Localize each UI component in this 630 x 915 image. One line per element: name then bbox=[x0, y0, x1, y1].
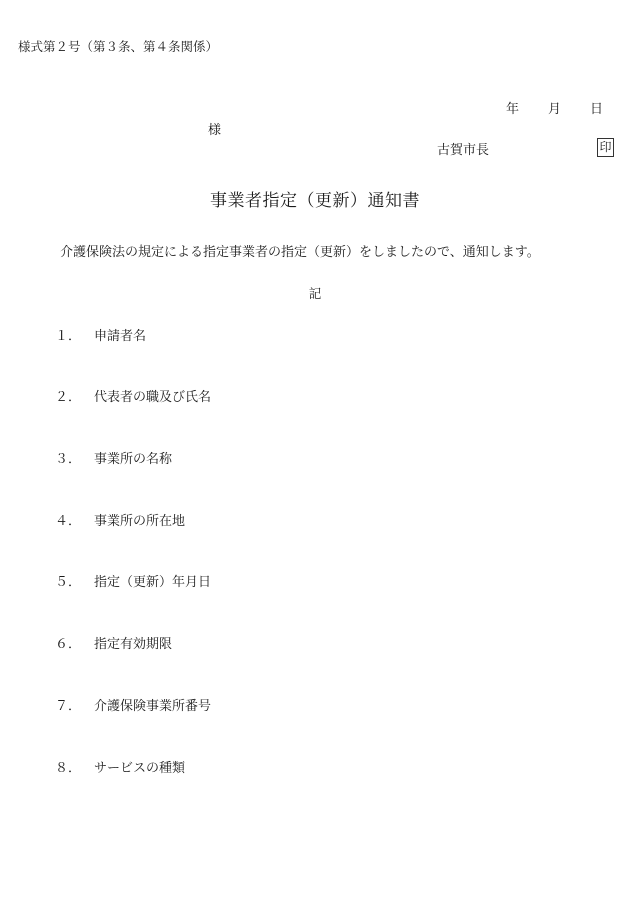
recipient-honorific: 様 bbox=[208, 123, 222, 138]
item-label-representative: 代表者の職及び氏名 bbox=[94, 390, 212, 405]
item-number: ７． bbox=[55, 699, 82, 714]
date-month-label: 月 bbox=[548, 102, 562, 117]
document-title: 事業者指定（更新）通知書 bbox=[210, 191, 420, 211]
item-label-office-address: 事業所の所在地 bbox=[94, 514, 186, 529]
date-year-label: 年 bbox=[506, 102, 520, 117]
item-label-applicant-name: 申請者名 bbox=[94, 329, 147, 344]
list-item bbox=[55, 325, 146, 344]
date-day-label: 日 bbox=[590, 102, 604, 117]
list-item bbox=[55, 448, 172, 467]
item-label-service-type: サービスの種類 bbox=[94, 761, 186, 776]
list-item bbox=[55, 757, 185, 776]
issuer-name: 古賀市長 bbox=[437, 143, 490, 158]
item-label-validity-period: 指定有効期限 bbox=[94, 637, 173, 652]
item-number: ２． bbox=[55, 390, 82, 405]
notice-body-text: 介護保険法の規定による指定事業者の指定（更新）をしましたので、通知します。 bbox=[60, 245, 540, 260]
item-number: ５． bbox=[55, 575, 82, 590]
item-number: １． bbox=[55, 329, 82, 344]
date-line bbox=[506, 98, 603, 117]
list-item bbox=[55, 633, 172, 652]
list-item bbox=[55, 695, 211, 714]
ki-heading: 記 bbox=[308, 286, 322, 301]
item-number: ８． bbox=[55, 761, 82, 776]
list-item bbox=[55, 510, 185, 529]
item-number: ４． bbox=[55, 514, 82, 529]
seal-stamp-box: 印 bbox=[597, 138, 614, 157]
list-item bbox=[55, 571, 211, 590]
item-label-office-number: 介護保険事業所番号 bbox=[94, 699, 212, 714]
item-label-designation-date: 指定（更新）年月日 bbox=[94, 575, 212, 590]
item-number: ６． bbox=[55, 637, 82, 652]
item-label-office-name: 事業所の名称 bbox=[94, 452, 173, 467]
item-number: ３． bbox=[55, 452, 82, 467]
form-number-label: 様式第２号（第３条、第４条関係） bbox=[18, 39, 219, 54]
list-item bbox=[55, 386, 211, 405]
